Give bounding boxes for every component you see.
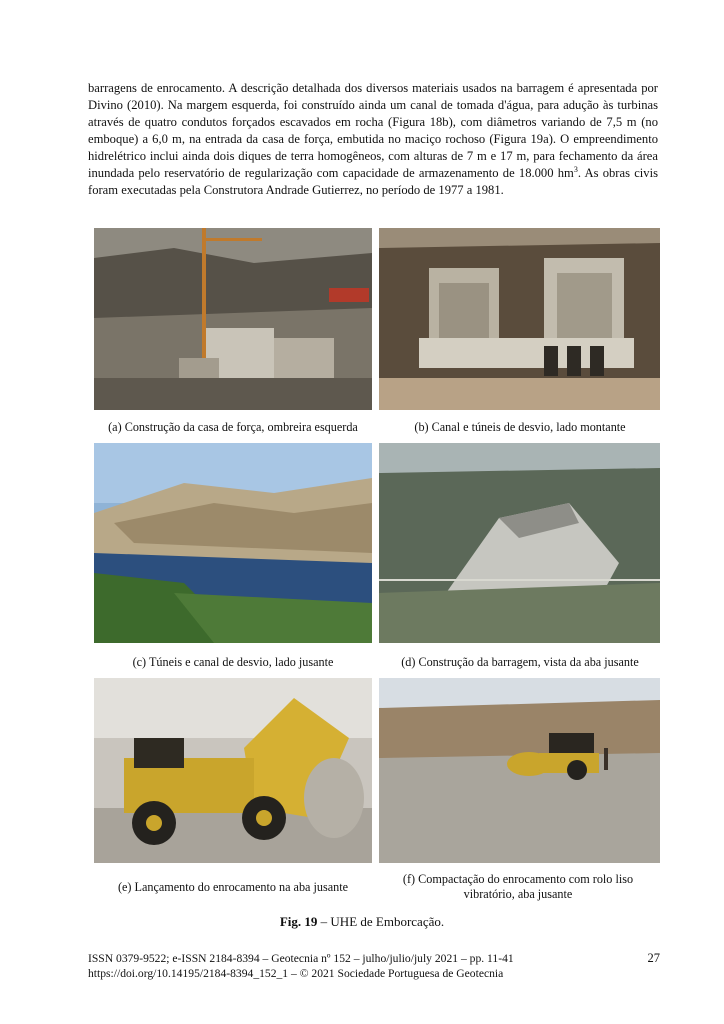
superscript-3: 3: [573, 164, 578, 174]
figure-title: – UHE de Emborcação.: [317, 914, 445, 929]
caption-b: (b) Canal e túneis de desvio, lado montante: [414, 420, 626, 434]
photo-e-dump-truck-rockfill: [94, 678, 372, 863]
footer-doi-line: https://doi.org/10.14195/2184-8394_152_1 – © 2021 Sociedade Portuguesa de Geotecnia: [88, 967, 504, 980]
photo-f-vibratory-roller: [379, 678, 660, 863]
body-paragraph: [88, 80, 658, 199]
caption-c: (c) Túneis e canal de desvio, lado jusante: [132, 655, 334, 669]
body-text-end: . As obras civis foram executadas pela Construtora Andrade Gutierrez, no período de 1977 a 1981.: [88, 166, 658, 197]
figure-label: Fig. 19: [279, 914, 318, 929]
footer-issn-line: ISSN 0379-9522; e-ISSN 2184-8394 – Geotecnia nº 152 – julho/julio/july 2021 – pp. 11-41: [88, 952, 514, 965]
page-footer: [88, 951, 660, 981]
caption-f: (f) Compactação do enrocamento com rolo liso vibratório, aba jusante: [402, 872, 634, 901]
caption-e: (e) Lançamento do enrocamento na aba jusante: [117, 880, 349, 894]
body-text-main: barragens de enrocamento. A descrição detalhada dos diversos materiais usados na barragem é apresentada por Divino (2010). Na margem esquerda, foi construído ainda um canal de tomada d'água, para adução às turbinas através de quatro condutos forçados escavados em rocha (Figura 18b), com diâmetros variando de 7,5 m (no emboque) a 6,0 m, na entrada da casa de força, embutida no maciço rochoso (Figura 19a). O empreendimento hidrelétrico inclui ainda dois diques de terra homogêneos, com alturas de 7 m e 17 m, para fechamento da área inundada pelo reservatório de regularização com capacidade de armazenamento de 18.000 hm: [88, 81, 658, 180]
photo-d-dam-construction: [379, 443, 660, 643]
page-number: 27: [647, 951, 660, 965]
photo-a-powerhouse-construction: [94, 228, 372, 410]
caption-a: (a) Construção da casa de força, ombreira esquerda: [108, 420, 358, 434]
caption-d: (d) Construção da barragem, vista da aba jusante: [401, 655, 639, 669]
photo-c-diversion-canal-downstream: [94, 443, 372, 643]
photo-b-diversion-tunnels-upstream: [379, 228, 660, 410]
figure-caption: [0, 914, 724, 930]
